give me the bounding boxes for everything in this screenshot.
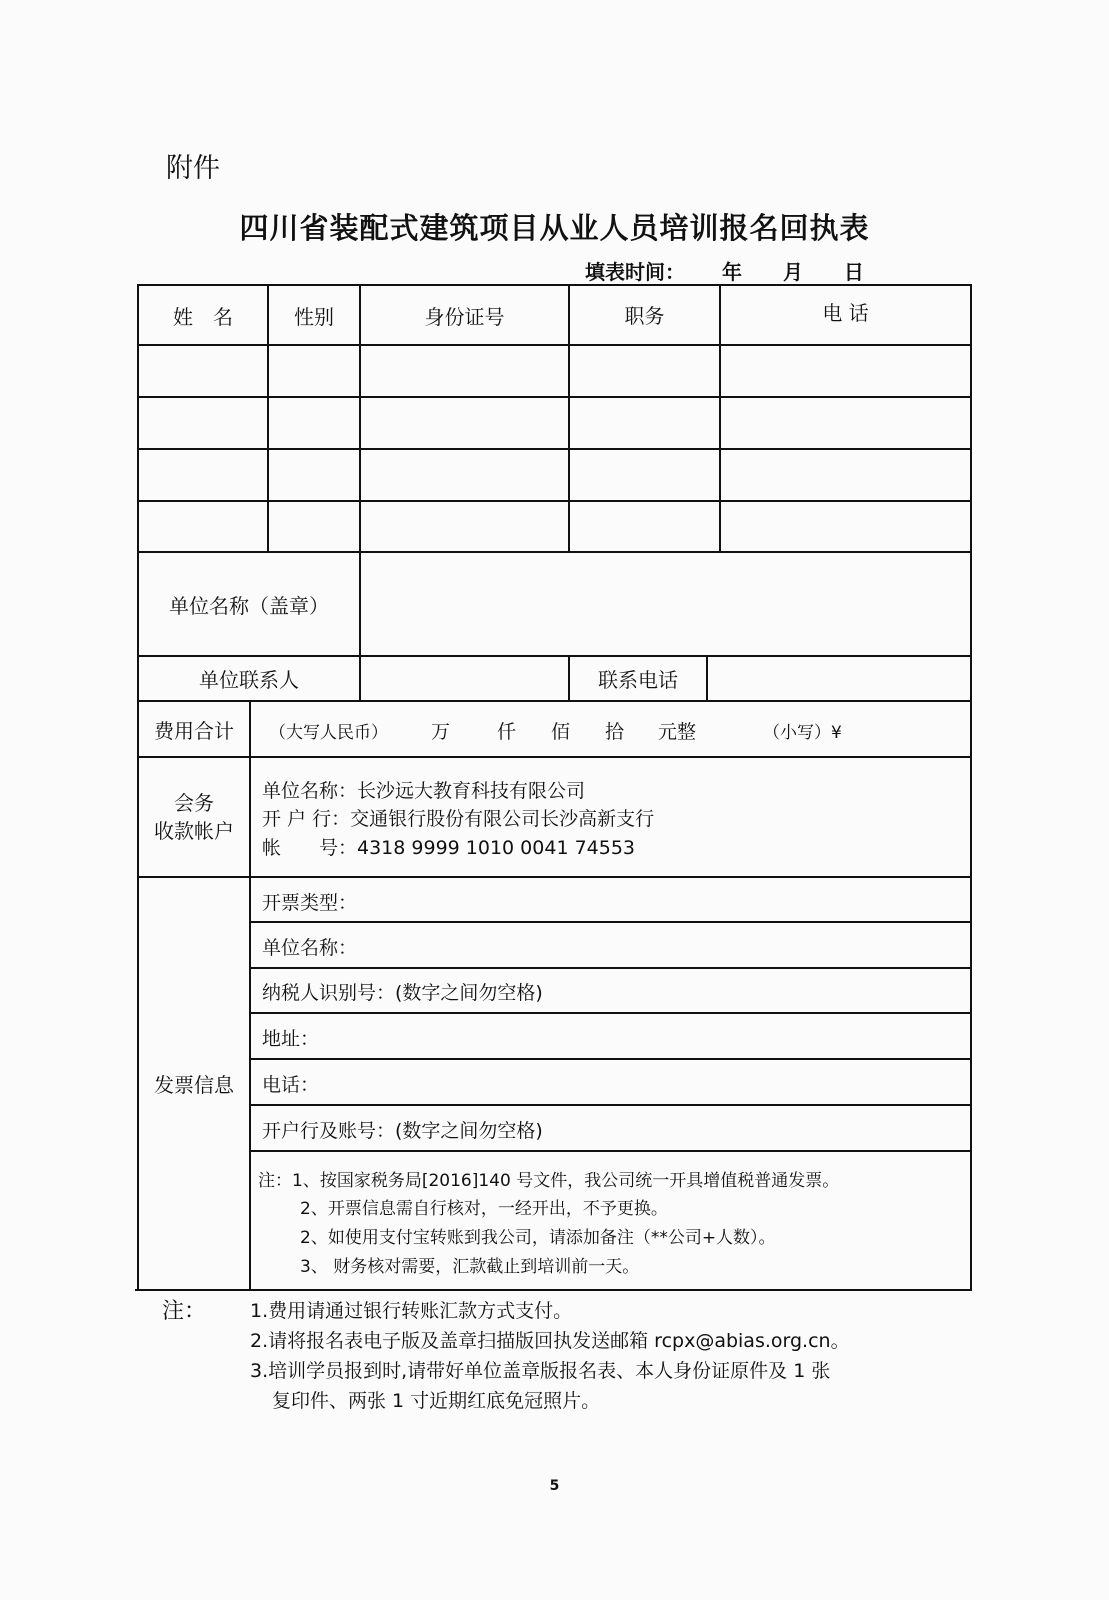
footnote-2: 2.请将报名表电子版及盖章扫描版回执发送邮箱 rcpx@abias.org.cn。 <box>250 1330 850 1352</box>
fee-shi: 拾 <box>605 721 625 743</box>
fee-total-field[interactable] <box>251 702 970 756</box>
form-title: 四川省装配式建筑项目从业人员培训报名回执表 <box>239 211 870 245</box>
fill-date-month: 月 <box>782 260 803 284</box>
contact-phone-field[interactable] <box>708 657 970 700</box>
account-label <box>139 758 249 876</box>
fee-lowercase-label: （小写）¥ <box>763 723 842 743</box>
account-unit-name: 单位名称：长沙远大教育科技有限公司 <box>262 780 586 802</box>
contact-person-label: 单位联系人 <box>199 668 299 692</box>
fee-qian: 仟 <box>497 721 517 743</box>
footnote-1: 1.费用请通过银行转账汇款方式支付。 <box>250 1300 573 1322</box>
page-number: 5 <box>549 1478 560 1494</box>
header-position: 职务 <box>624 303 665 328</box>
footnote-3: 3.培训学员报到时,请带好单位盖章版报名表、本人身份证原件及 1 张 <box>250 1360 831 1382</box>
header-phone: 电 话 <box>822 300 869 325</box>
header-id-number: 身份证号 <box>424 304 505 329</box>
fill-date-day: 日 <box>843 260 864 284</box>
invoice-note-4: 3、 财务核对需要，汇款截止到培训前一天。 <box>300 1257 640 1277</box>
fee-uppercase-label: （大写人民币） <box>269 723 388 743</box>
invoice-label: 发票信息 <box>154 1072 234 1097</box>
unit-name-label: 单位名称（盖章） <box>169 593 329 618</box>
fill-date-year: 年 <box>721 260 742 284</box>
account-label-line2: 收款帐户 <box>154 819 234 843</box>
invoice-type-field[interactable]: 开票类型： <box>262 892 358 914</box>
fee-total-label: 费用合计 <box>154 718 234 743</box>
invoice-phone-field[interactable]: 电话： <box>262 1074 320 1096</box>
header-name: 姓 名 <box>173 304 233 329</box>
invoice-bank-account-field[interactable]: 开户行及账号：(数字之间勿空格) <box>262 1120 543 1142</box>
fee-wan: 万 <box>431 721 451 743</box>
invoice-note-2: 2、开票信息需自行核对，一经开出，不予更换。 <box>300 1199 668 1219</box>
account-bank: 开 户 行：交通银行股份有限公司长沙高新支行 <box>262 808 655 830</box>
fill-date <box>585 256 864 285</box>
invoice-taxpayer-id-field[interactable]: 纳税人识别号：(数字之间勿空格) <box>262 982 543 1004</box>
footnote-label: 注： <box>162 1299 207 1324</box>
invoice-address-field[interactable]: 地址： <box>262 1028 320 1050</box>
account-label-line1: 会务 <box>174 791 214 815</box>
attachment-label: 附件 <box>166 153 220 184</box>
footnote-3-cont: 复印件、两张 1 寸近期红底免冠照片。 <box>272 1390 601 1412</box>
fee-yuan: 元整 <box>658 721 697 743</box>
unit-name-field[interactable] <box>361 553 970 655</box>
fee-bai: 佰 <box>551 721 571 743</box>
invoice-note-3: 2、如使用支付宝转账到我公司，请添加备注（**公司+人数）。 <box>300 1228 776 1248</box>
header-gender: 性别 <box>294 304 334 329</box>
invoice-note-1: 注：1、按国家税务局[2016]140 号文件，我公司统一开具增值税普通发票。 <box>258 1171 840 1191</box>
account-number: 帐 号：4318 9999 1010 0041 74553 <box>262 837 636 859</box>
invoice-unit-name-field[interactable]: 单位名称： <box>262 937 358 959</box>
contact-phone-label: 联系电话 <box>598 668 678 692</box>
fill-date-label: 填表时间： <box>585 260 685 284</box>
contact-person-field[interactable] <box>361 657 568 700</box>
attendee-entry-rows[interactable] <box>139 346 970 551</box>
